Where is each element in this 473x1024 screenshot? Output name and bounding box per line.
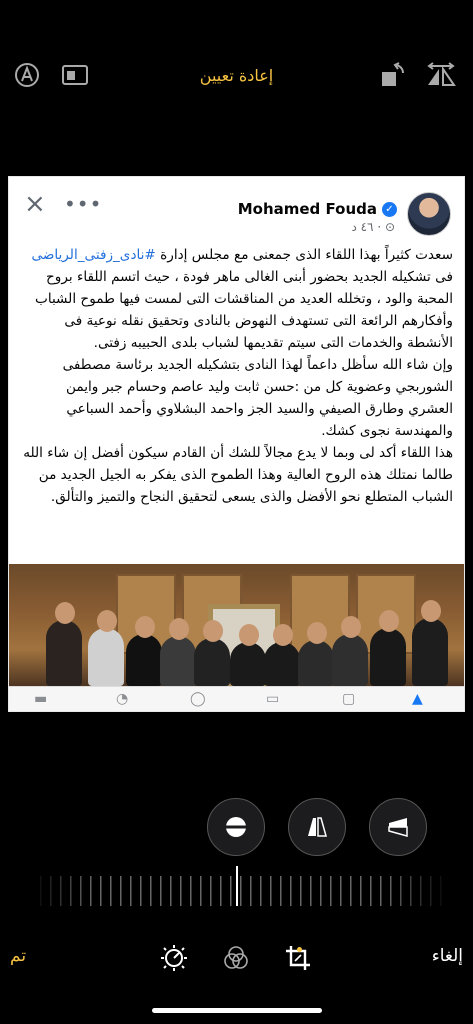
post-photo[interactable]: [8, 564, 465, 686]
horizontal-perspective-icon: [385, 814, 411, 840]
active-tool-indicator: [297, 947, 302, 952]
filters-tool-icon[interactable]: [220, 942, 252, 974]
watch-icon[interactable]: ▢: [342, 691, 356, 707]
author-label: Mohamed Fouda: [237, 200, 377, 218]
verified-badge-icon: ✓: [382, 202, 397, 217]
bottom-toolbar: [0, 938, 473, 982]
angle-dial[interactable]: [30, 876, 450, 906]
flip-icon[interactable]: [424, 58, 458, 92]
home-indicator[interactable]: [152, 1008, 322, 1013]
post-header: [8, 176, 465, 238]
straighten-icon: [223, 814, 249, 840]
done-button[interactable]: تم: [10, 946, 27, 966]
dial-indicator: [236, 866, 238, 906]
rotate-icon[interactable]: [376, 58, 410, 92]
reset-button[interactable]: إعادة تعيين: [199, 66, 274, 85]
avatar[interactable]: [407, 192, 451, 236]
home-icon[interactable]: ▲: [412, 691, 423, 707]
profile-icon[interactable]: ◯: [190, 691, 206, 707]
horizontal-perspective-button[interactable]: [369, 798, 427, 856]
cancel-button[interactable]: إلغاء: [431, 946, 463, 966]
straighten-button[interactable]: [207, 798, 265, 856]
vertical-perspective-button[interactable]: [288, 798, 346, 856]
vertical-perspective-icon: [304, 814, 330, 840]
hashtag-link[interactable]: #نادى_زفتى_الرياضى: [31, 247, 156, 263]
adjust-tool-icon[interactable]: [158, 942, 190, 974]
author-name[interactable]: [238, 200, 397, 218]
post-timestamp: ٤٦ د · ⊙: [351, 220, 395, 234]
close-icon[interactable]: ×: [24, 189, 46, 219]
paragraph-2: وإن شاء الله سأظل داعماً لهذا النادى بتشكيله الجديد برئاسة مصطفى الشوربجي وعضوية كل من :حسن ثابت وليد عاصم وحسام جبر وايمن العشري وطارق الصيفي والسيد الجز واحمد البشلاوي وأحمد السباعي والمهندسة نجوى كشك.: [62, 357, 453, 439]
crop-canvas[interactable]: [8, 176, 465, 712]
more-options-icon[interactable]: •••: [64, 192, 103, 216]
paragraph-3: هذا اللقاء أكد لى وبما لا يدع مجالاً للشك أن القادم سيكون أفضل إن شاء الله طالما نمتلك هذه الروح العالية وهذا الطموح الذى يفكر به الجيل الجديد من الشباب المتطلع نحو الأفضل والذى يسعى لتحقيق النجاح والتميز والتألق.: [23, 445, 453, 505]
editor-top-bar: [0, 40, 473, 110]
notifications-icon[interactable]: ◔: [116, 691, 129, 707]
marketplace-icon[interactable]: ▭: [266, 691, 280, 707]
app-nav-strip: [8, 686, 465, 712]
menu-icon[interactable]: ▬: [34, 691, 48, 707]
paragraph-1: سعدت كثيراً بهذا اللقاء الذى جمعنى مع مجلس إدارة #نادى_زفتى_الرياضى فى تشكيله الجديد بحضور أبنى الغالى ماهر فودة ، حيث اتسم اللقاء بروح المحبة والود ، وتخلله العديد من المناقشات التى لمست فيها طموح الشباب وأفكارهم الرائعة التى تستهدف النهوض بالنادى وتحقيق نقله نوعية فى الأنشطة والخدمات التى سيتم تقديمها لشباب بلدى الحبيبه زفتى.: [31, 247, 453, 351]
post-text: [18, 244, 453, 508]
adjust-controls: [0, 798, 473, 858]
